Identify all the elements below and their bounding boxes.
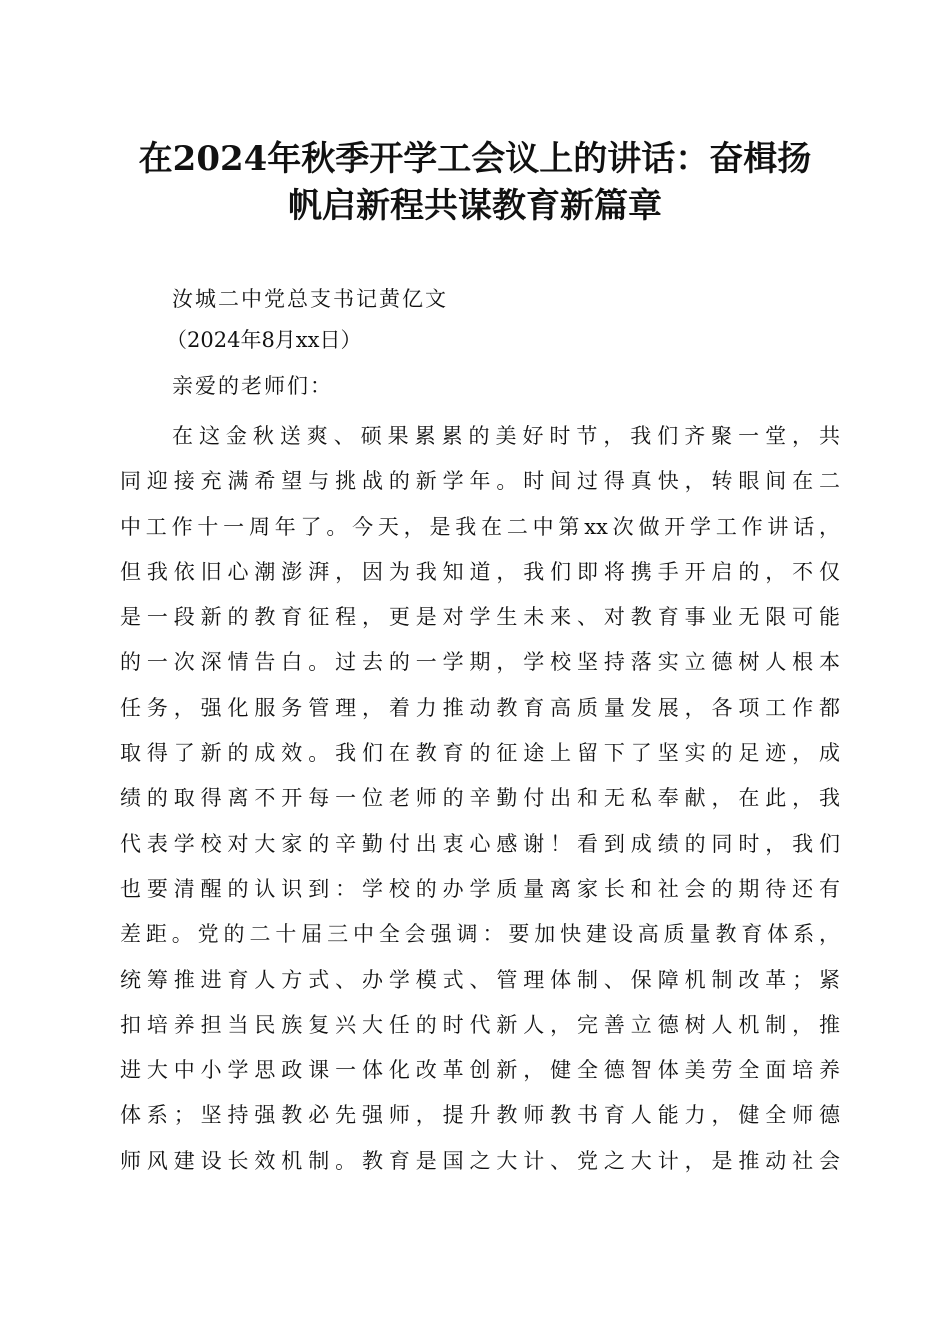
author-line: 汝城二中党总支书记黄亿文 [172, 287, 448, 311]
body-line: 差距。党的二十届三中全会强调：要加快建设高质量教育体系， [120, 922, 840, 947]
body-line: 统筹推进育人方式、办学模式、管理体制、保障机制改革；紧 [120, 967, 840, 992]
title-line-2: 帆启新程共谋教育新篇章 [288, 186, 662, 226]
body-line: 扣培养担当民族复兴大任的时代新人，完善立德树人机制，推 [120, 1012, 840, 1037]
body-line: 的一次深情告白。过去的一学期，学校坚持落实立德树人根本 [120, 650, 840, 675]
body-line: 任务，强化服务管理，着力推动教育高质量发展，各项工作都 [120, 695, 840, 720]
document-title [100, 136, 850, 230]
body-paragraph [120, 414, 840, 1184]
date-line: （2024年8月xx日） [166, 328, 362, 352]
body-line: 绩的取得离不开每一位老师的辛勤付出和无私奉献，在此，我 [120, 786, 840, 811]
body-line: 但我依旧心潮澎湃，因为我知道，我们即将携手开启的，不仅 [120, 559, 840, 584]
body-line: 代表学校对大家的辛勤付出衷心感谢！看到成绩的同时，我们 [120, 831, 840, 856]
body-line: 进大中小学思政课一体化改革创新，健全德智体美劳全面培养 [120, 1058, 840, 1083]
body-line: 也要清醒的认识到：学校的办学质量离家长和社会的期待还有 [120, 876, 840, 901]
body-line: 取得了新的成效。我们在教育的征途上留下了坚实的足迹，成 [120, 741, 840, 766]
body-line: 师风建设长效机制。教育是国之大计、党之大计，是推动社会 [120, 1148, 840, 1173]
salutation: 亲爱的老师们： [172, 374, 333, 398]
body-line: 中工作十一周年了。今天，是我在二中第xx次做开学工作讲话， [120, 514, 840, 539]
title-line-1: 在2024年秋季开学工会议上的讲话：奋楫扬 [138, 139, 812, 179]
body-line: 是一段新的教育征程，更是对学生未来、对教育事业无限可能 [120, 605, 840, 630]
body-line: 同迎接充满希望与挑战的新学年。时间过得真快，转眼间在二 [120, 469, 840, 494]
body-line: 体系；坚持强教必先强师，提升教师教书育人能力，健全师德 [120, 1103, 840, 1128]
body-line: 在这金秋送爽、硕果累累的美好时节，我们齐聚一堂，共 [172, 424, 840, 448]
